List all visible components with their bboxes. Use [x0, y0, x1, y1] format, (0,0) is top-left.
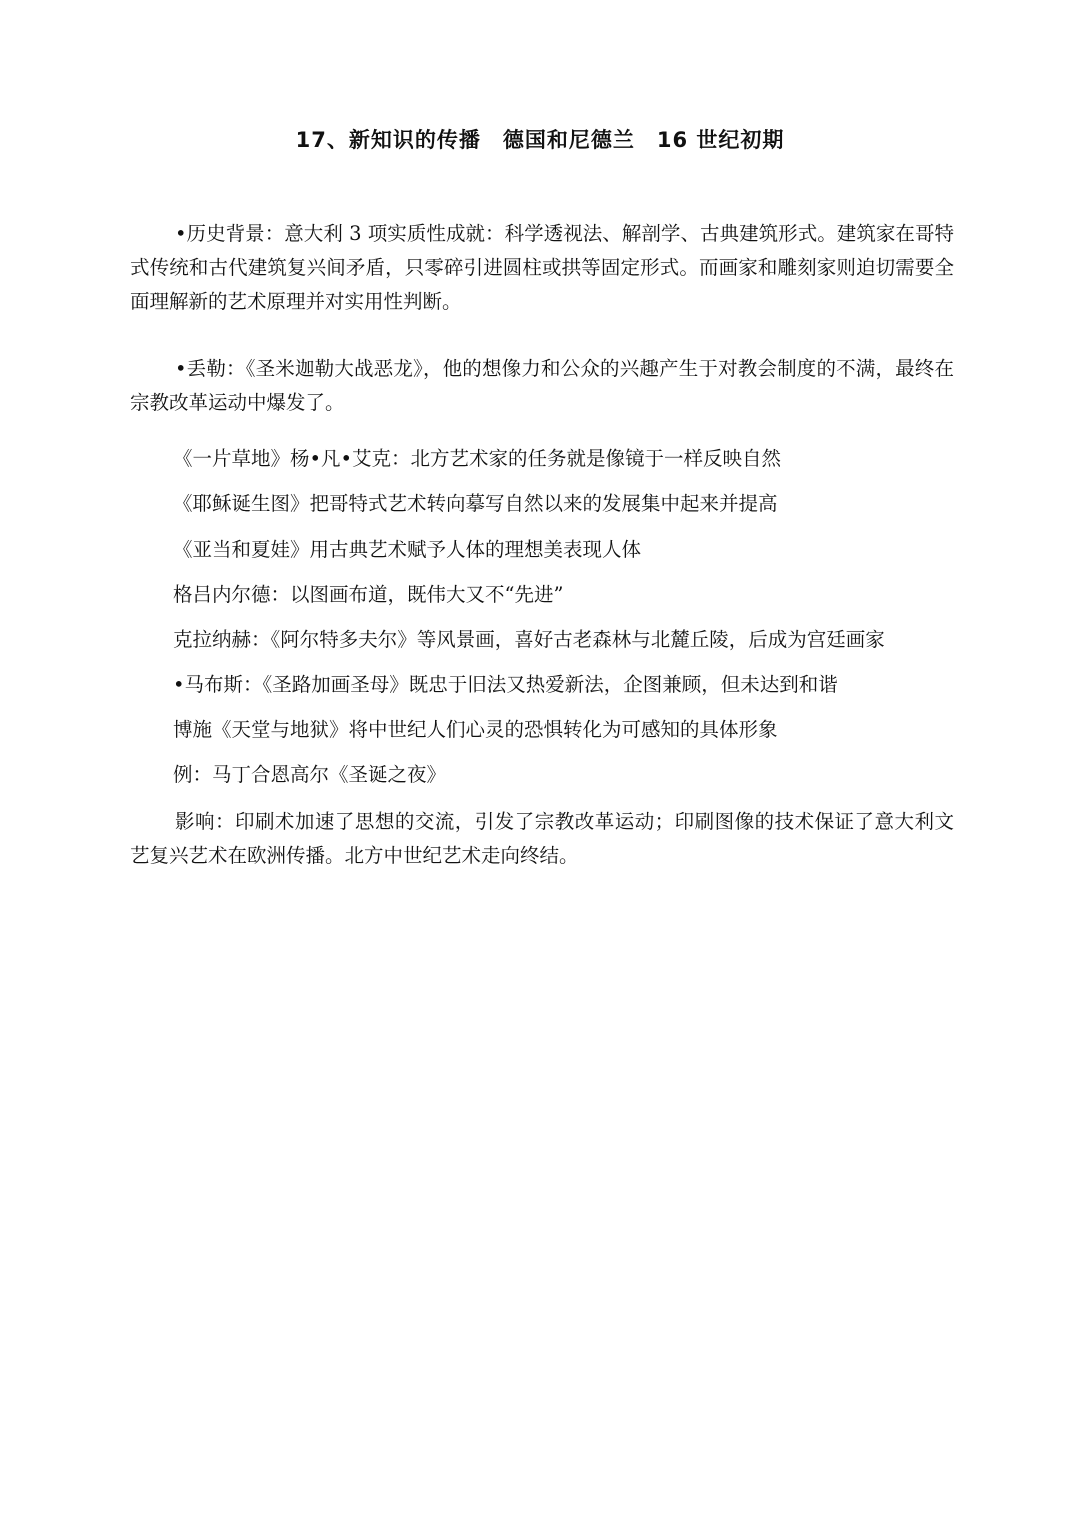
list-item: 格吕内尔德：以图画布道，既伟大又不“先进” [173, 583, 564, 606]
paragraph-durer: •丢勒：《圣米迦勒大战恶龙》，他的想像力和公众的兴趣产生于对教会制度的不满，最终在宗教改革运动中爆发了。 [130, 357, 954, 414]
paragraph-historical-background: •历史背景：意大利 3 项实质性成就：科学透视法、解剖学、古典建筑形式。建筑家在哥特式传统和古代建筑复兴间矛盾，只零碎引进圆柱或拱等固定形式。而画家和雕刻家则迫切需要全面理解新的艺术原理并对实用性判断。 [130, 222, 954, 313]
page-title: 17、新知识的传播 德国和尼德兰 16 世纪初期 [295, 128, 785, 152]
list-item: 《耶稣诞生图》把哥特式艺术转向摹写自然以来的发展集中起来并提高 [173, 492, 778, 515]
list-item: 《一片草地》杨•凡•艾克：北方艺术家的任务就是像镜于一样反映自然 [173, 447, 782, 470]
list-item: 克拉纳赫：《阿尔特多夫尔》等风景画，喜好古老森林与北麓丘陵，后成为宫廷画家 [173, 628, 885, 651]
list-item: 例：马丁合恩高尔《圣诞之夜》 [173, 763, 447, 786]
paragraph-impact: 影响：印刷术加速了思想的交流，引发了宗教改革运动；印刷图像的技术保证了意大利文艺复兴艺术在欧洲传播。北方中世纪艺术走向终结。 [130, 810, 954, 867]
list-item: 《亚当和夏娃》用古典艺术赋予人体的理想美表现人体 [173, 538, 642, 561]
list-item: 博施《天堂与地狱》将中世纪人们心灵的恐惧转化为可感知的具体形象 [173, 718, 778, 741]
list-item: •马布斯：《圣路加画圣母》既忠于旧法又热爱新法，企图兼顾，但未达到和谐 [173, 673, 838, 696]
